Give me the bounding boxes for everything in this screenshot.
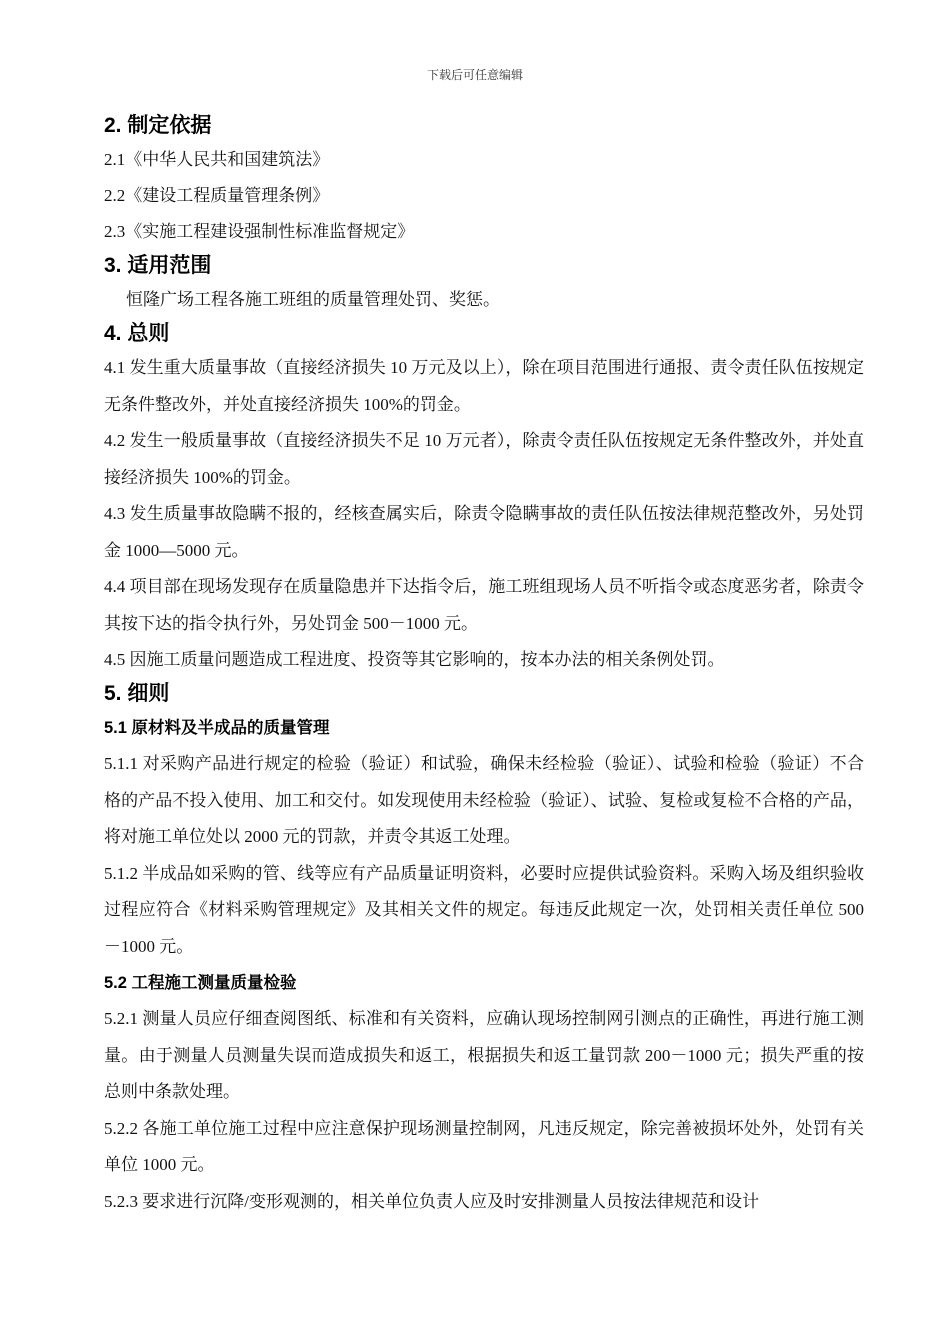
section-5-heading: 5. 细则 xyxy=(104,682,170,705)
section-5-2-item: 5.2.3 要求进行沉降/变形观测的，相关单位负责人应及时安排测量人员按法律规范和设计 xyxy=(104,1191,759,1211)
section-4-heading: 4. 总则 xyxy=(104,322,170,345)
section-5-2-item: 5.2.2 各施工单位施工过程中应注意保护现场测量控制网，凡违反规定，除完善被损坏处外，处罚有关单位 1000 元。 xyxy=(104,1118,864,1174)
section-5-1-item: 5.1.2 半成品如采购的管、线等应有产品质量证明资料，必要时应提供试验资料。采购入场及组织验收过程应符合《材料采购管理规定》及其相关文件的规定。每违反此规定一次，处罚相关责任单位 500－1000 元。 xyxy=(104,863,864,956)
section-4-item: 4.5 因施工质量问题造成工程进度、投资等其它影响的，按本办法的相关条例处罚。 xyxy=(104,650,725,669)
section-5-2-item: 5.2.1 测量人员应仔细查阅图纸、标准和有关资料，应确认现场控制网引测点的正确性，再进行施工测量。由于测量人员测量失误而造成损失和返工，根据损失和返工量罚款 200－1000 元；损失严重的按总则中条款处理。 xyxy=(104,1009,864,1101)
section-2-item: 2.2《建设工程质量管理条例》 xyxy=(104,186,330,205)
section-5-2-heading: 5.2 工程施工测量质量检验 xyxy=(104,974,297,992)
section-2-item: 2.3《实施工程建设强制性标准监督规定》 xyxy=(104,222,415,241)
section-4-item: 4.3 发生质量事故隐瞒不报的，经核查属实后，除责令隐瞒事故的责任队伍按法律规范整改外，另处罚金 1000—5000 元。 xyxy=(104,504,864,560)
section-3-heading: 3. 适用范围 xyxy=(104,254,212,277)
document-body xyxy=(104,110,864,1220)
page-header: 下载后可任意编辑 xyxy=(426,68,523,82)
section-5-1-heading: 5.1 原材料及半成品的质量管理 xyxy=(104,719,330,737)
section-5-1-item: 5.1.1 对采购产品进行规定的检验（验证）和试验，确保未经检验（验证）、试验和检验（验证）不合格的产品不投入使用、加工和交付。如发现使用未经检验（验证）、试验、复检或复检不合格的产品，将对施工单位处以 2000 元的罚款，并责令其返工处理。 xyxy=(104,754,864,846)
section-4-item: 4.4 项目部在现场发现存在质量隐患并下达指令后，施工班组现场人员不听指令或态度恶劣者，除责令其按下达的指令执行外，另处罚金 500－1000 元。 xyxy=(104,577,864,633)
section-2-item: 2.1《中华人民共和国建筑法》 xyxy=(104,150,330,169)
section-4-item: 4.2 发生一般质量事故（直接经济损失不足 10 万元者），除责令责任队伍按规定无条件整改外，并处直接经济损失 100%的罚金。 xyxy=(104,431,864,487)
section-3-text: 恒隆广场工程各施工班组的质量管理处罚、奖惩。 xyxy=(126,290,500,309)
section-2-heading: 2. 制定依据 xyxy=(104,114,212,137)
section-4-item: 4.1 发生重大质量事故（直接经济损失 10 万元及以上），除在项目范围进行通报、责令责任队伍按规定无条件整改外，并处直接经济损失 100%的罚金。 xyxy=(104,358,864,414)
